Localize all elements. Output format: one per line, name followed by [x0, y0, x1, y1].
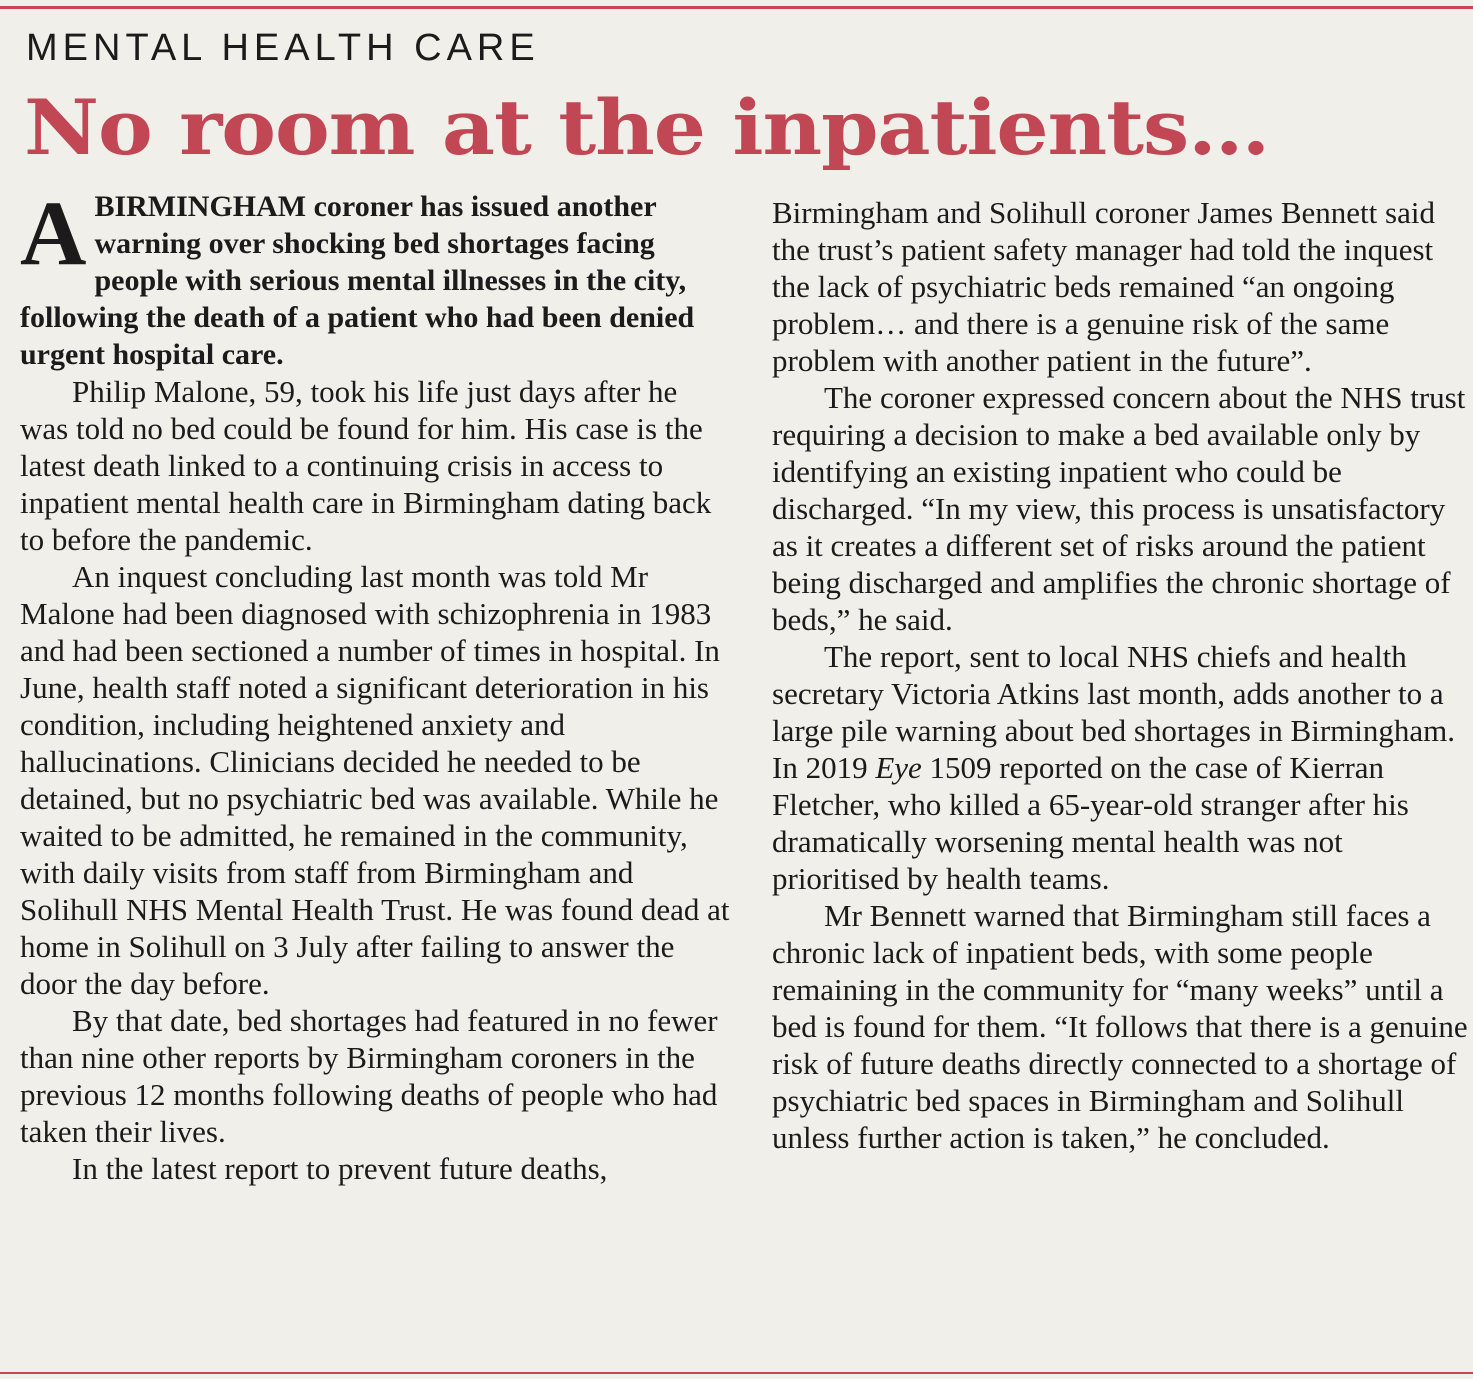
- right-column: [772, 194, 1472, 1156]
- headline: No room at the inpatients…: [24, 83, 1270, 172]
- left-column: [20, 182, 732, 1187]
- top-rule: [0, 6, 1473, 9]
- body-paragraph: Mr Bennett warned that Birmingham still faces a chronic lack of inpatient beds, with some people remaining in the community for “many weeks” until a bed is found for them. “It follows that there is a genuine risk of future deaths directly connected to a shortage of psychiatric bed spaces in Birmingham and Solihull unless further action is taken,” he concluded.: [772, 898, 1468, 1155]
- publication-name: Eye: [875, 750, 922, 785]
- intro-paragraph: [20, 182, 732, 373]
- body-paragraph: An inquest concluding last month was told Mr Malone had been diagnosed with schizophrenia in 1983 and had been sectioned a number of times in hospital. In June, health staff noted a significant deterioration in his condition, including heightened anxiety and hallucinations. Clinicians decided he needed to be detained, but no psychiatric bed was available. While he waited to be admitted, he remained in the community, with daily visits from staff from Birmingham and Solihull NHS Mental Health Trust. He was found dead at home in Solihull on 3 July after failing to answer the door the day before.: [20, 559, 730, 1001]
- drop-cap: A: [20, 182, 87, 284]
- body-paragraph: Philip Malone, 59, took his life just days after he was told no bed could be found for him. His case is the latest death linked to a continuing crisis in access to inpatient mental health care in Birmingham dating back to before the pandemic.: [20, 374, 712, 557]
- intro-text: BIRMINGHAM coroner has issued another warning over shocking bed shortages facing people with serious mental illnesses in the city, following the death of a patient who had been denied urgent hospital care.: [20, 190, 695, 371]
- section-label: MENTAL HEALTH CARE: [26, 27, 540, 69]
- body-paragraph: [772, 638, 1472, 897]
- body-paragraph: By that date, bed shortages had featured in no fewer than nine other reports by Birmingham coroners in the previous 12 months following deaths of people who had taken their lives.: [20, 1003, 718, 1149]
- body-paragraph-continued: Birmingham and Solihull coroner James Bennett said the trust’s patient safety manager had told the inquest the lack of psychiatric beds remained “an ongoing problem… and there is a genuine risk of the same problem with another patient in the future”.: [772, 195, 1435, 378]
- body-text: The report, sent to local NHS chiefs and health secretary Victoria Atkins last month, adds another to a large pile warning about bed shortages in Birmingham. In 2019: [772, 639, 1455, 785]
- body-paragraph: In the latest report to prevent future deaths,: [72, 1151, 608, 1186]
- body-paragraph: The coroner expressed concern about the NHS trust requiring a decision to make a bed available only by identifying an existing inpatient who could be discharged. “In my view, this process is unsatisfactory as it creates a different set of risks around the patient being discharged and amplifies the chronic shortage of beds,” he said.: [772, 380, 1466, 637]
- bottom-rule: [0, 1372, 1473, 1374]
- body-text: 1509 reported on the case of Kierran Fletcher, who killed a 65-year-old stranger after his dramatically worsening mental health was not prioritised by health teams.: [772, 750, 1409, 896]
